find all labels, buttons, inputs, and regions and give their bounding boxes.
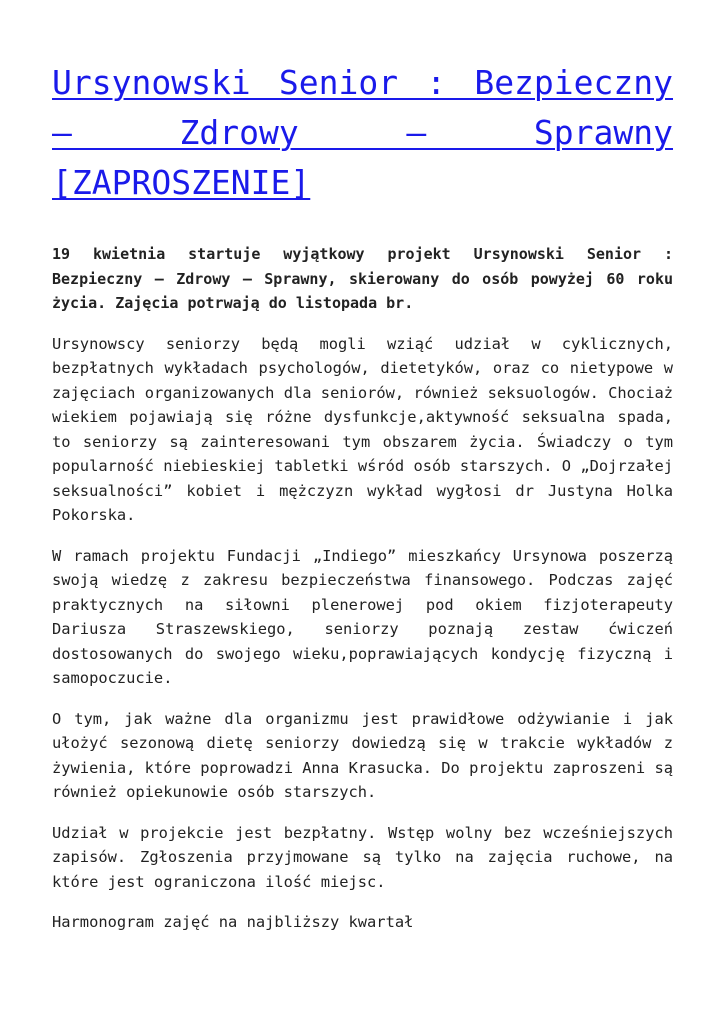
paragraph-schedule: Harmonogram zajęć na najbliższy kwartał — [52, 913, 414, 931]
paragraph-workshops: Ursynowscy seniorzy będą mogli wziąć udział w cyklicznych, bezpłatnych wykładach psychologów, dietetyków, oraz co nietypowe w zajęciach organizowanych dla seniorów, również seksuologów. Chociaż wiekiem pojawiają się różne dysfunkcje,aktywność seksualna spada, to seniorzy są zainteresowani tym obszarem życia. Świadczy o tym popularność niebieskiej tabletki wśród osób starszych. O „Dojrzałej seksualności” kobiet i mężczyzn wykład wygłosi dr Justyna Holka Pokorska. — [52, 334, 673, 524]
paragraph-foundation: W ramach projektu Fundacji „Indiego” mieszkańcy Ursynowa poszerzą swoją wiedzę z zakresu bezpieczeństwa finansowego. Podczas zajęć praktycznych na siłowni plenerowej pod okiem fizjoterapeuty Dariusza Straszewskiego, seniorzy poznają zestaw ćwiczeń dostosowanych do swojego wieku,poprawiających kondycję fizyczną i samopoczucie. — [52, 546, 673, 687]
article-title-link[interactable]: Ursynowski Senior : Bezpieczny – Zdrowy – Sprawny [ZAPROSZENIE] — [52, 63, 673, 202]
article-title — [52, 58, 673, 208]
article-lead: 19 kwietnia startuje wyjątkowy projekt Ursynowski Senior : Bezpieczny – Zdrowy – Sprawny, skierowany do osób powyżej 60 roku życia. Zajęcia potrwają do listopada br. — [52, 245, 673, 312]
article — [52, 58, 673, 935]
paragraph-nutrition: O tym, jak ważne dla organizmu jest prawidłowe odżywianie i jak ułożyć sezonową dietę seniorzy dowiedzą się w trakcie wykładów z żywienia, które poprowadzi Anna Krasucka. Do projektu zaproszeni są również opiekunowie osób starszych. — [52, 709, 673, 801]
paragraph-participation: Udział w projekcie jest bezpłatny. Wstęp wolny bez wcześniejszych zapisów. Zgłoszenia przyjmowane są tylko na zajęcia ruchowe, na które jest ograniczona ilość miejsc. — [52, 823, 673, 891]
